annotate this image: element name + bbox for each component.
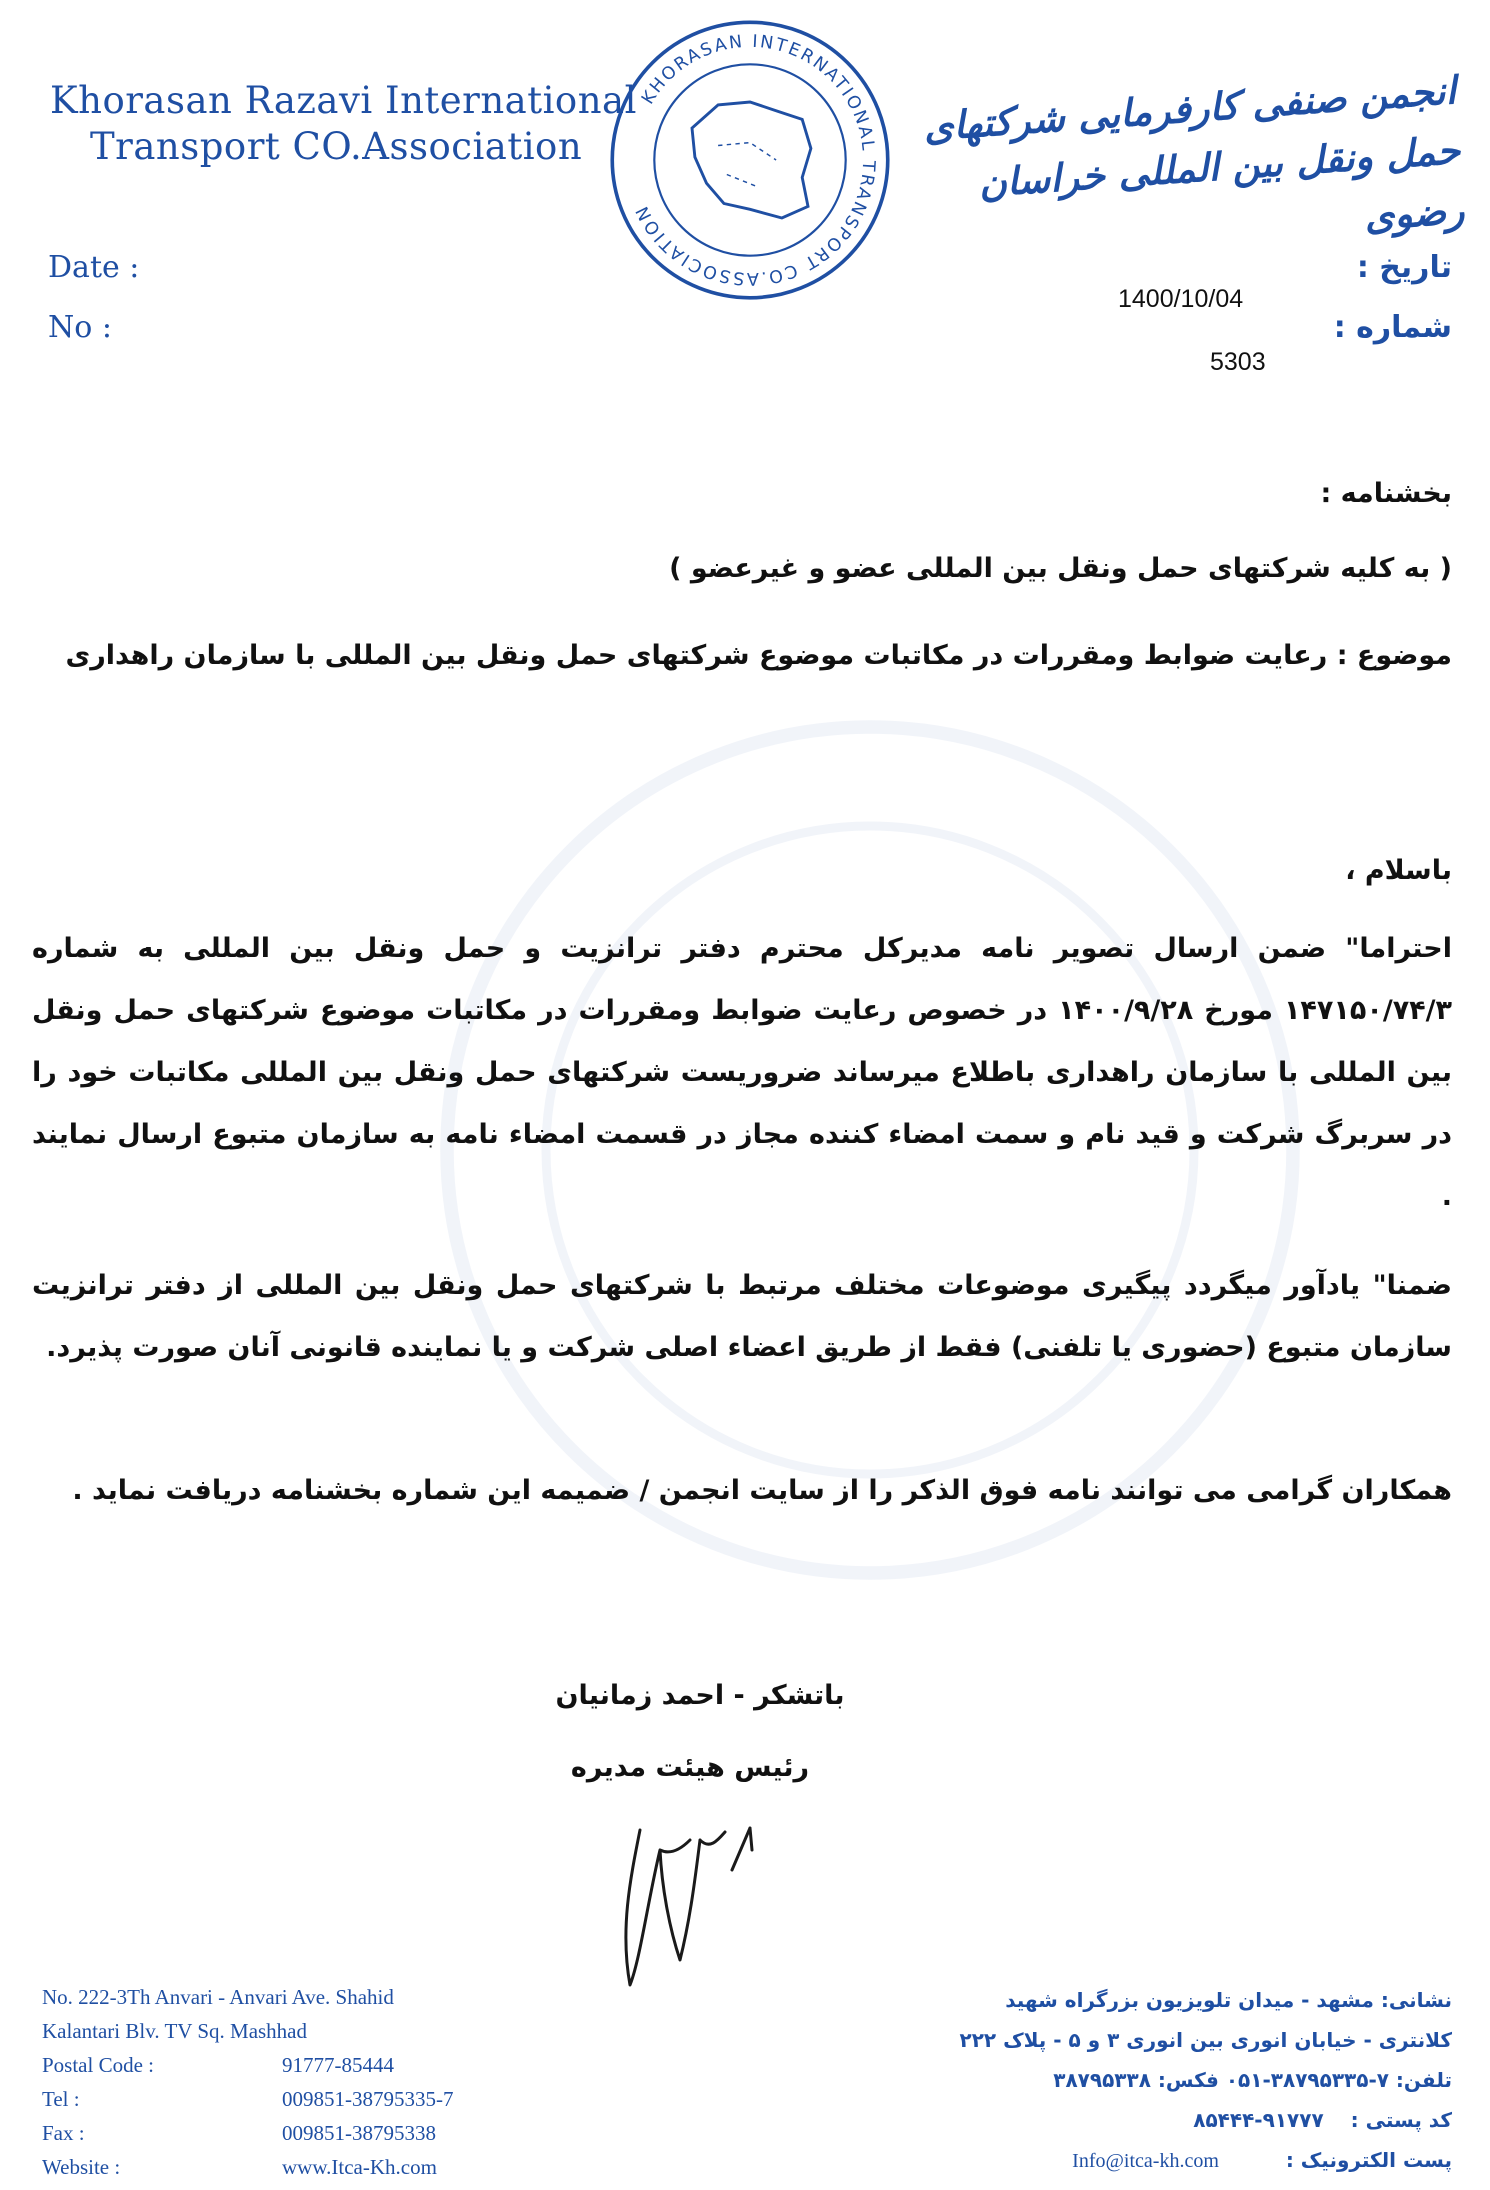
- no-label-en: No :: [48, 310, 112, 345]
- recipients-line: ( به کلیه شرکتهای حمل ونقل بین المللی عضو و غیرعضو ): [669, 553, 1452, 584]
- footer-tel-label: Tel :: [42, 2087, 80, 2111]
- footer-fa-email-row: [932, 2140, 1452, 2181]
- company-name-en-line2: Transport CO.Association: [90, 125, 583, 168]
- footer-web-value: www.Itca-Kh.com: [282, 2155, 437, 2179]
- footer-web-row: [42, 2150, 522, 2184]
- footer-english-contact: [42, 1980, 522, 2184]
- closing-signer-name: باتشکر - احمد زمانیان: [555, 1680, 845, 1711]
- paragraph-2: ضمنا" یادآور میگردد پیگیری موضوعات مختلف مرتبط با شرکتهای حمل ونقل بین المللی از دفتر ترانزیت سازمان متبوع (حضوری یا تلفنی) فقط از طریق اعضاء اصلی شرکت و یا نماینده قانونی آنان صورت پذیرد.: [32, 1270, 1452, 1363]
- no-label-fa: شماره :: [1333, 310, 1452, 345]
- svg-text:KHORASAN INTERNATIONAL TRANSPO: [632, 32, 879, 288]
- paragraph-1: احتراما" ضمن ارسال تصویر نامه مدیرکل محترم دفتر ترانزیت و حمل ونقل بین المللی به شماره ۱۴۷۱۵۰/۷۴/۳ مورخ ۱۴۰۰/۹/۲۸ در خصوص رعایت ضوابط ومقررات در مکاتبات موضوع شرکتهای حمل ونقل بین المللی با سازمان راهداری باطلاع میرساند ضروریست شرکتهای حمل ونقل بین المللی مکاتبات خود را در سربرگ شرکت و قید نام و سمت امضاء کننده مجاز در قسمت امضاء نامه به سازمان متبوع ارسال نمایند .: [32, 933, 1452, 1212]
- footer-tel-row: [42, 2082, 522, 2116]
- iran-map-icon: [692, 102, 811, 218]
- footer-address-line2: Kalantari Blv. TV Sq. Mashhad: [42, 2019, 308, 2043]
- association-seal-logo: [605, 15, 895, 305]
- number-value: 5303: [1210, 348, 1266, 376]
- footer-postal-row: [42, 2048, 522, 2082]
- footer-postal-label: Postal Code :: [42, 2053, 155, 2077]
- seal-text: KHORASAN INTERNATIONAL TRANSPORT CO.ASSOCIATION: [631, 31, 879, 289]
- company-name-en-line1: Khorasan Razavi International: [50, 79, 637, 122]
- footer-fa-email-value: Info@itca-kh.com: [1072, 2150, 1219, 2172]
- circular-label: بخشنامه :: [1320, 478, 1452, 509]
- company-name-fa: انجمن صنفی کارفرمایی شرکتهای حمل ونقل بین المللی خراسان رضوی: [922, 67, 1466, 239]
- footer-fax-value: 009851-38795338: [282, 2121, 436, 2145]
- footer-web-label: Website :: [42, 2155, 121, 2179]
- footer-fax-row: [42, 2116, 522, 2150]
- date-value: 1400/10/04: [1118, 285, 1244, 313]
- date-label-fa: تاریخ :: [1356, 250, 1452, 285]
- footer-fa-phone-line: تلفن: ۷-۳۸۷۹۵۳۳۵-۰۵۱ فکس: ۳۸۷۹۵۳۳۸: [1053, 2068, 1452, 2092]
- footer-fax-label: Fax :: [42, 2121, 85, 2145]
- handwritten-signature: [600, 1810, 800, 2000]
- greeting: باسلام ،: [1345, 855, 1452, 886]
- paragraph-3: همکاران گرامی می توانند نامه فوق الذکر را از سایت انجمن / ضمیمه این شماره بخشنامه دریافت نماید .: [72, 1475, 1452, 1506]
- date-label-en: Date :: [48, 250, 140, 285]
- footer-fa-address-line2: کلانتری - خیابان انوری بین انوری ۳ و ۵ - پلاک ۲۲۲: [959, 2028, 1452, 2052]
- footer-fa-email-label: پست الکترونیک :: [1285, 2148, 1452, 2172]
- footer-fa-postal-value: ۹۱۷۷۷-۸۵۴۴۴: [1193, 2108, 1324, 2132]
- company-name-en: [50, 78, 637, 170]
- footer-address-line1: No. 222-3Th Anvari - Anvari Ave. Shahid: [42, 1985, 394, 2009]
- footer-persian-contact: [932, 1980, 1452, 2181]
- footer-fa-postal-label: کد پستی :: [1350, 2108, 1452, 2132]
- footer-postal-value: 91777-85444: [282, 2053, 394, 2077]
- footer-fa-postal-row: [932, 2100, 1452, 2140]
- footer-fa-address-line1: نشانی: مشهد - میدان تلویزیون بزرگراه شهید: [1005, 1988, 1452, 2012]
- footer-tel-value: 009851-38795335-7: [282, 2087, 454, 2111]
- subject-line: موضوع : رعایت ضوابط ومقررات در مکاتبات موضوع شرکتهای حمل ونقل بین المللی با سازمان راهداری: [65, 640, 1452, 671]
- signer-title: رئیس هیئت مدیره: [570, 1752, 810, 1783]
